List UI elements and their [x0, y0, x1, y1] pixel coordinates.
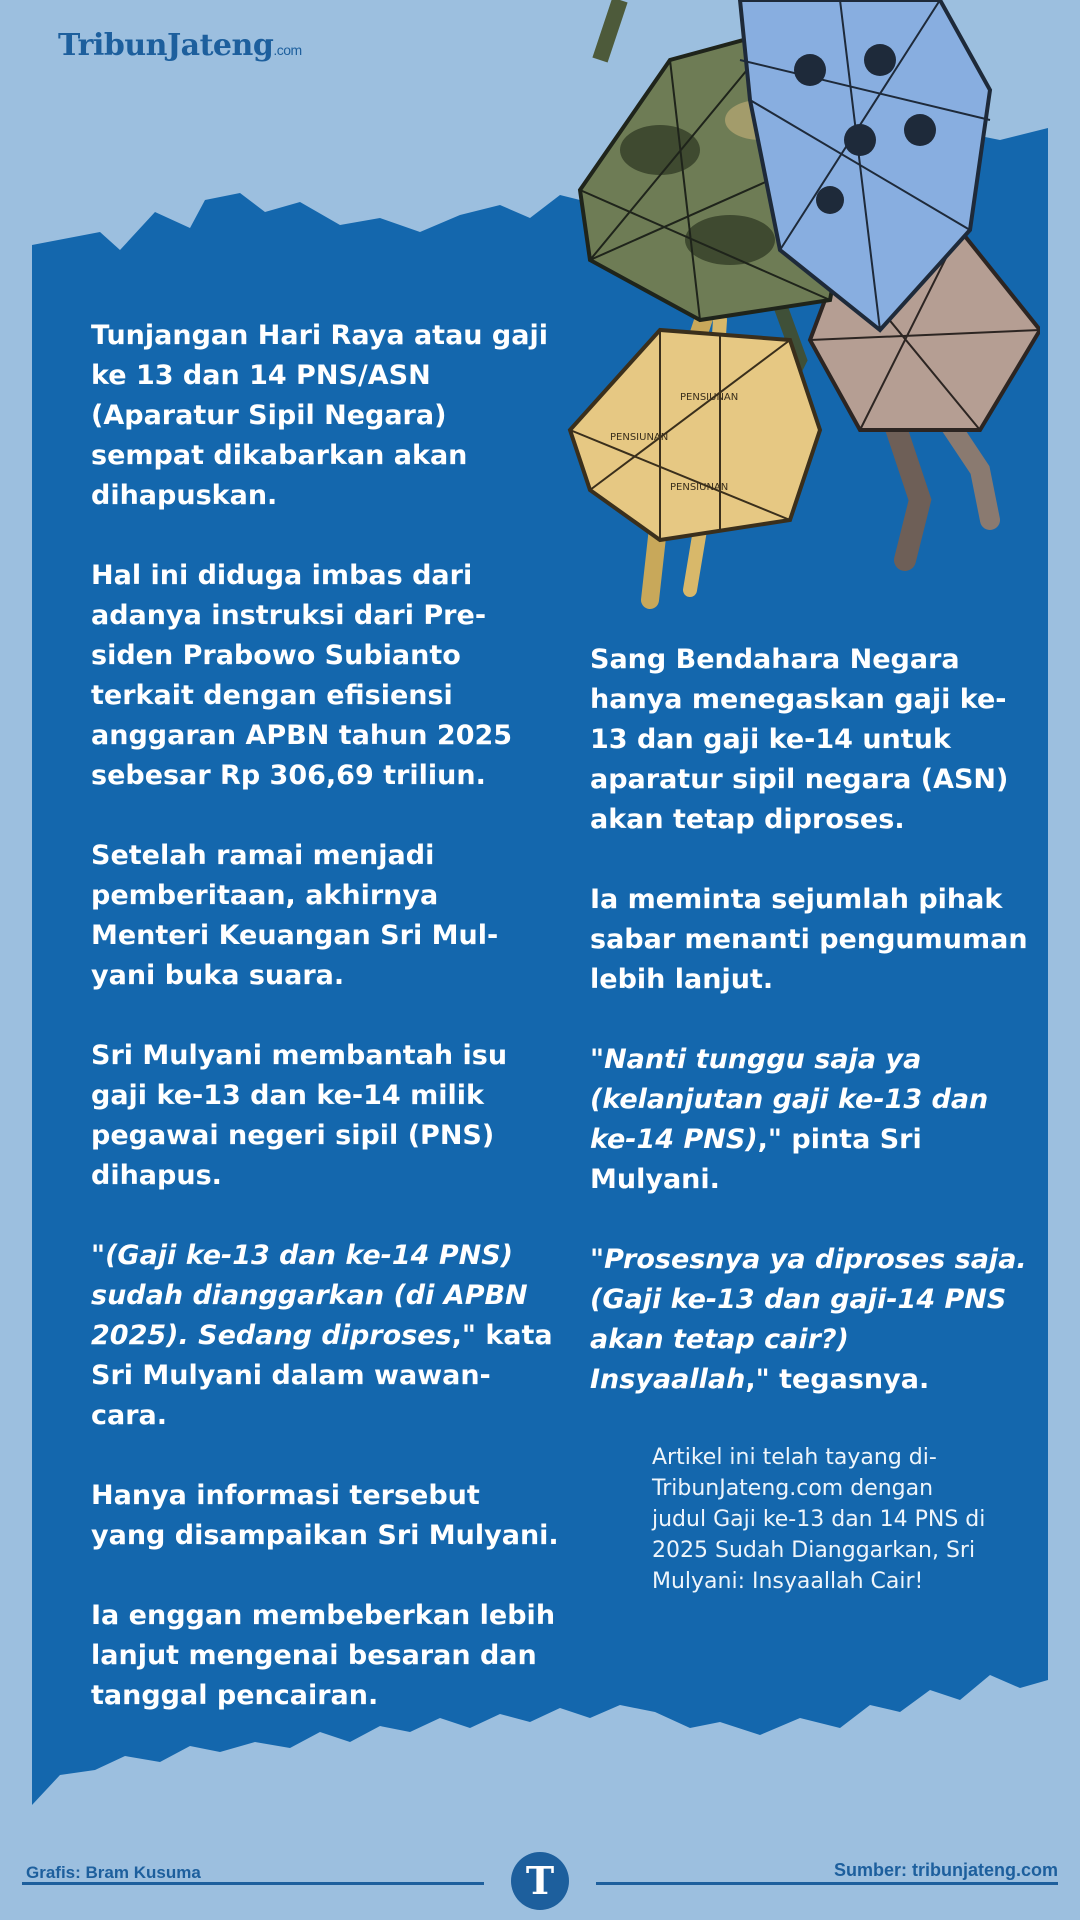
quote-italic: Prosesnya ya diproses saja. (Gaji ke-13 dan gaji-14 PNS akan tetap cair?) Insyaallah: [590, 1244, 1027, 1395]
pensiunan-label: PENSIUNAN: [680, 392, 739, 403]
right-column: [590, 640, 1030, 1440]
paragraph: Tunjangan Hari Raya atau gaji ke 13 dan 14 PNS/ASN (Aparatur Sipil Negara) sempat dikabarkan akan dihapuskan.: [91, 320, 548, 511]
tribunjateng-logo[interactable]: [58, 28, 302, 63]
pensiunan-label: PENSIUNAN: [610, 432, 669, 443]
paragraph: Setelah ramai menjadi pemberitaan, akhirnya Menteri Keuangan Sri Mul-yani buka suara.: [91, 840, 499, 991]
pensiunan-label: PENSIUNAN: [670, 482, 729, 493]
quote-attribution: ," pinta Sri Mulyani.: [590, 1124, 922, 1195]
left-column: [91, 316, 561, 1756]
paragraph: Ia meminta sejumlah pihak sabar menanti pengumuman lebih lanjut.: [590, 884, 1028, 995]
logo-suffix: .com: [273, 42, 302, 58]
quote-italic: Nanti tunggu saja ya (kelanjutan gaji ke-13 dan ke-14 PNS): [590, 1044, 989, 1155]
graphic-credit: Grafis: Bram Kusuma: [26, 1863, 201, 1882]
quote-open: ": [590, 1044, 605, 1075]
quote-attribution: ," tegasnya.: [745, 1364, 930, 1395]
paragraph: Hanya informasi tersebut yang disampaikan Sri Mulyani.: [91, 1480, 559, 1551]
quote-paragraph: [91, 1236, 561, 1436]
paragraph: Ia enggan membeberkan lebih lanjut mengenai besaran dan tanggal pencairan.: [91, 1600, 556, 1711]
logo-text: TribunJateng: [58, 28, 274, 63]
ketupat-illustration: [560, 0, 1040, 630]
paragraph: Hal ini diduga imbas dari adanya instruksi dari Pre-siden Prabowo Subianto terkait dengan efisiensi anggaran APBN tahun 2025 sebesar Rp 306,69 triliun.: [91, 560, 513, 791]
quote-paragraph: [590, 1240, 1030, 1400]
quote-italic: "(Gaji ke-13 dan ke-14 PNS) sudah dianggarkan (di APBN 2025). Sedang diproses: [91, 1240, 528, 1351]
paragraph: Sang Bendahara Negara hanya menegaskan gaji ke-13 dan gaji ke-14 untuk aparatur sipil negara (ASN) akan tetap diproses.: [590, 644, 1009, 835]
quote-paragraph: [590, 1040, 1030, 1200]
source-note: Artikel ini telah tayang di-TribunJateng.com dengan judul Gaji ke-13 dan 14 PNS di 2025 Sudah Dianggarkan, Sri Mulyani: Insyaallah Cair!: [652, 1445, 986, 1594]
tribun-t-logo: T: [511, 1852, 569, 1910]
quote-attribution: ," kata Sri Mulyani dalam wawan-cara.: [91, 1320, 553, 1431]
quote-open: ": [590, 1244, 605, 1275]
paragraph: Sri Mulyani membantah isu gaji ke-13 dan ke-14 milik pegawai negeri sipil (PNS) dihapus.: [91, 1040, 508, 1191]
yellow-ketupat: [570, 330, 820, 540]
footer-divider-right: [596, 1882, 1058, 1885]
source-credit: Sumber: tribunjateng.com: [833, 1860, 1058, 1880]
